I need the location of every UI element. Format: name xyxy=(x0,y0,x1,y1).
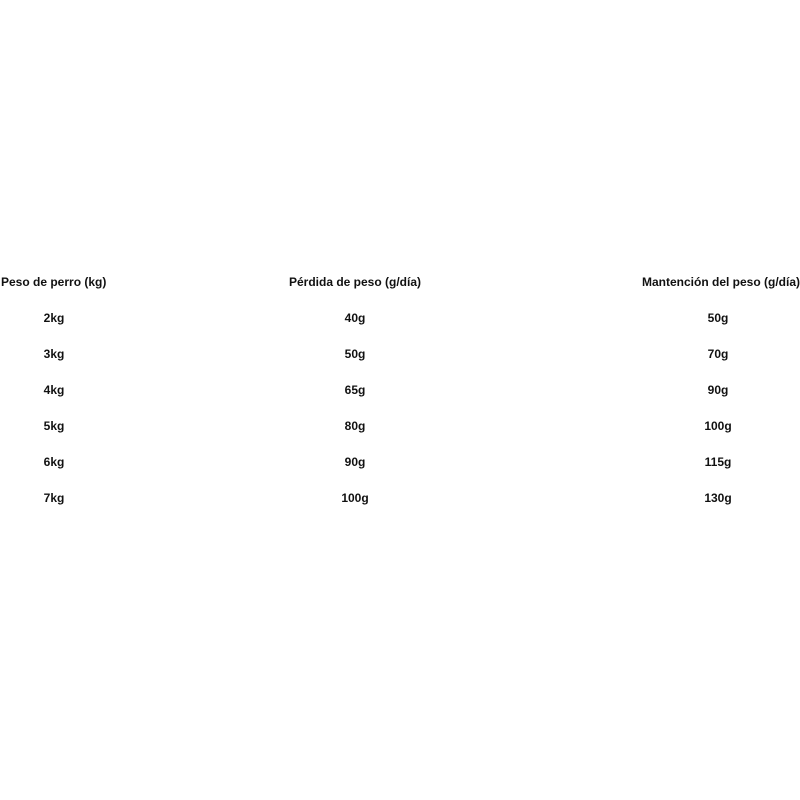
weight-maintenance-cell: 90g xyxy=(707,383,729,397)
weight-loss-cell: 40g xyxy=(344,311,366,325)
header-weight-maintenance: Mantención del peso (g/día) xyxy=(641,275,800,289)
header-weight-loss: Pérdida de peso (g/día) xyxy=(288,275,422,289)
feeding-table xyxy=(0,264,800,516)
weight-loss-cell: 80g xyxy=(344,419,366,433)
dog-weight-cell: 6kg xyxy=(43,455,65,469)
dog-weight-cell: 2kg xyxy=(43,311,65,325)
weight-maintenance-cell: 100g xyxy=(704,419,732,433)
weight-loss-cell: 90g xyxy=(344,455,366,469)
dog-weight-cell: 7kg xyxy=(43,491,65,505)
weight-loss-cell: 65g xyxy=(344,383,366,397)
dog-weight-cell: 5kg xyxy=(43,419,65,433)
weight-maintenance-cell: 50g xyxy=(707,311,729,325)
table-row xyxy=(0,408,800,444)
table-header-row xyxy=(0,264,800,300)
dog-weight-cell: 4kg xyxy=(43,383,65,397)
header-dog-weight: Peso de perro (kg) xyxy=(1,275,107,289)
weight-loss-cell: 100g xyxy=(341,491,369,505)
weight-maintenance-cell: 70g xyxy=(707,347,729,361)
table-row xyxy=(0,372,800,408)
table-row xyxy=(0,336,800,372)
weight-loss-cell: 50g xyxy=(344,347,366,361)
dog-weight-cell: 3kg xyxy=(43,347,65,361)
table-row xyxy=(0,444,800,480)
weight-maintenance-cell: 115g xyxy=(704,455,732,469)
weight-maintenance-cell: 130g xyxy=(704,491,732,505)
table-row xyxy=(0,300,800,336)
table-row xyxy=(0,480,800,516)
